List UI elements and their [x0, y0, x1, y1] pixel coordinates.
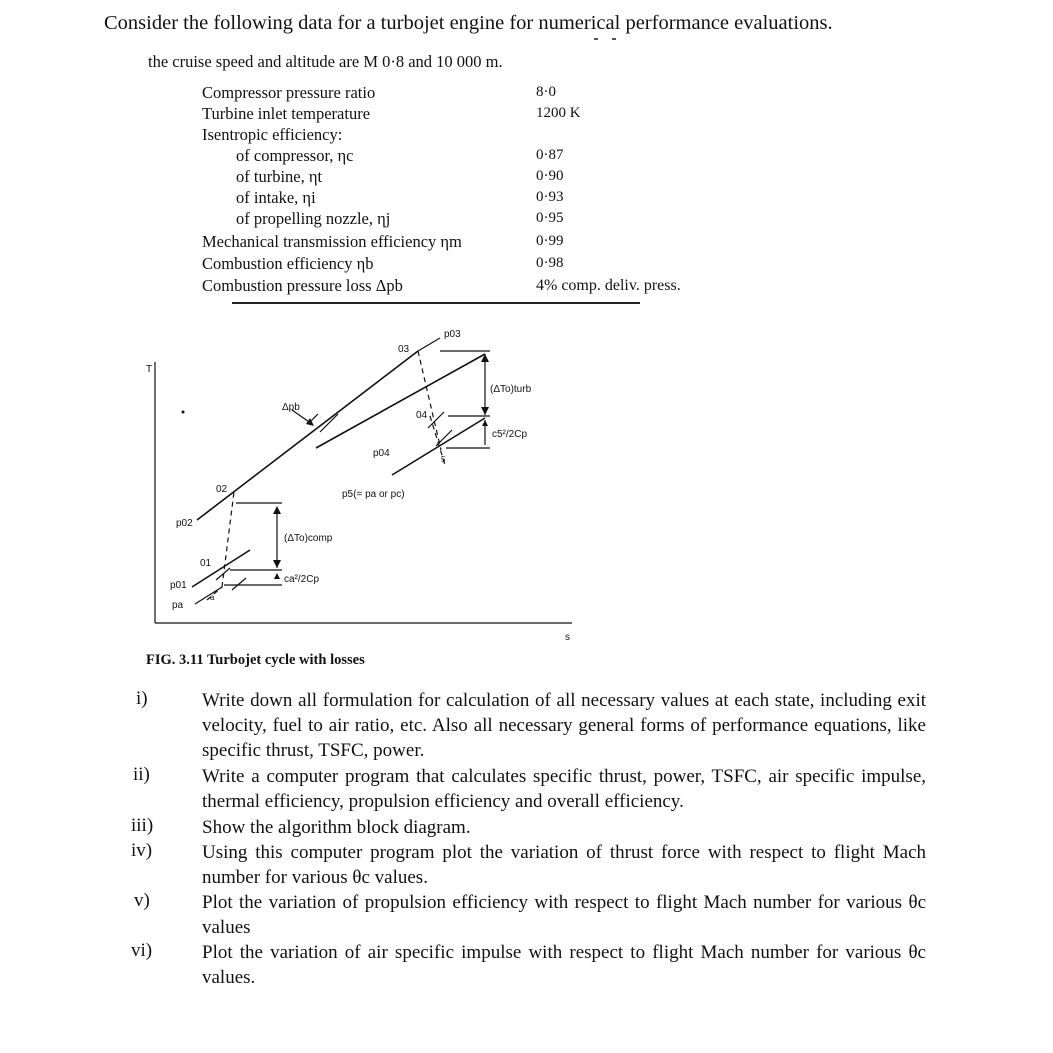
label-c5: c5²/2Cp	[492, 429, 528, 440]
question-number: vi)	[131, 940, 153, 961]
figure-caption: FIG. 3.11 Turbojet cycle with losses	[146, 652, 365, 668]
label-ca: ca²/2Cp	[284, 574, 320, 585]
table-label: of intake, ηi	[236, 188, 316, 207]
isobar-pa	[195, 587, 222, 604]
label-p02: p02	[176, 518, 193, 529]
label-01: 01	[200, 558, 212, 569]
table-label: Combustion pressure loss Δpb	[202, 276, 403, 295]
label-p01: p01	[170, 580, 187, 591]
label-03: 03	[398, 344, 410, 355]
table-label: Mechanical transmission efficiency ηm	[202, 232, 462, 251]
table-label: Isentropic efficiency:	[202, 125, 343, 144]
arrowhead	[273, 560, 281, 568]
question-text: Using this computer program plot the variation of thrust force with respect to flight Mach number for various θc values.	[202, 842, 926, 888]
table-value: 8·0	[536, 84, 556, 100]
dot-mark	[182, 411, 185, 414]
table-value: 1200 K	[536, 105, 581, 121]
question-number: iii)	[131, 815, 154, 836]
table-value: 0·87	[536, 147, 564, 163]
label-dT-turb: (ΔTo)turb	[490, 384, 532, 395]
question-text: Write down all formulation for calculation of all necessary values at each state, including exit velocity, fuel to air ratio, etc. Also all necessary general forms of performance equations, like specific thrust, TSFC, power.	[202, 690, 926, 761]
arrowhead	[273, 506, 281, 514]
label-dpb: Δpb	[282, 402, 300, 413]
table-value: 0·95	[536, 210, 564, 226]
table-label: of compressor, ηc	[236, 146, 354, 165]
question-text: Plot the variation of air specific impulse with respect to flight Mach number for various θc values.	[202, 942, 926, 988]
hatch	[428, 412, 444, 428]
question-number: v)	[134, 890, 150, 911]
s-axis-label: s	[565, 632, 570, 643]
table-label: Compressor pressure ratio	[202, 83, 376, 102]
table-label: Combustion efficiency ηb	[202, 254, 374, 273]
arrowhead	[482, 420, 488, 426]
t-axis-label: T	[146, 364, 153, 375]
table-label: of turbine, ηt	[236, 167, 323, 186]
cruise-text: the cruise speed and altitude are M 0·8 and 10 000 m.	[148, 52, 503, 71]
label-02: 02	[216, 484, 228, 495]
label-a: a	[210, 593, 215, 602]
p03-leader	[418, 338, 440, 351]
label-dT-comp: (ΔTo)comp	[284, 533, 333, 544]
isobar-p5	[392, 418, 485, 475]
arrowhead	[274, 573, 280, 579]
question-text: Show the algorithm block diagram.	[202, 817, 471, 838]
arrowhead	[481, 407, 489, 415]
table-value: 0·93	[536, 189, 564, 205]
question-number: ii)	[133, 764, 150, 785]
question-number: iv)	[131, 840, 153, 861]
label-5: 5	[441, 455, 446, 464]
label-04: 04	[416, 410, 428, 421]
question-text: Write a computer program that calculates specific thrust, power, TSFC, air specific impulse, thermal efficiency, propulsion efficiency and overall efficiency.	[202, 766, 926, 812]
table-value: 0·98	[536, 255, 564, 271]
question-text: Plot the variation of propulsion efficiency with respect to flight Mach number for various θc values	[202, 892, 926, 938]
expansion-line	[418, 351, 441, 450]
table-value: 0·99	[536, 233, 564, 249]
intro-text: Consider the following data for a turbojet engine for numerical performance evaluations.	[104, 12, 833, 34]
table-value: 4% comp. deliv. press.	[536, 277, 681, 294]
table-label: Turbine inlet temperature	[202, 104, 371, 123]
label-pa: pa	[172, 600, 184, 611]
table-label: of propelling nozzle, ηj	[236, 209, 391, 228]
table-value: 0·90	[536, 168, 564, 184]
hatch	[232, 578, 246, 590]
label-p04: p04	[373, 448, 390, 459]
question-number: i)	[136, 688, 148, 709]
label-p5: p5(= pa or pc)	[342, 489, 405, 500]
label-p03: p03	[444, 329, 461, 340]
